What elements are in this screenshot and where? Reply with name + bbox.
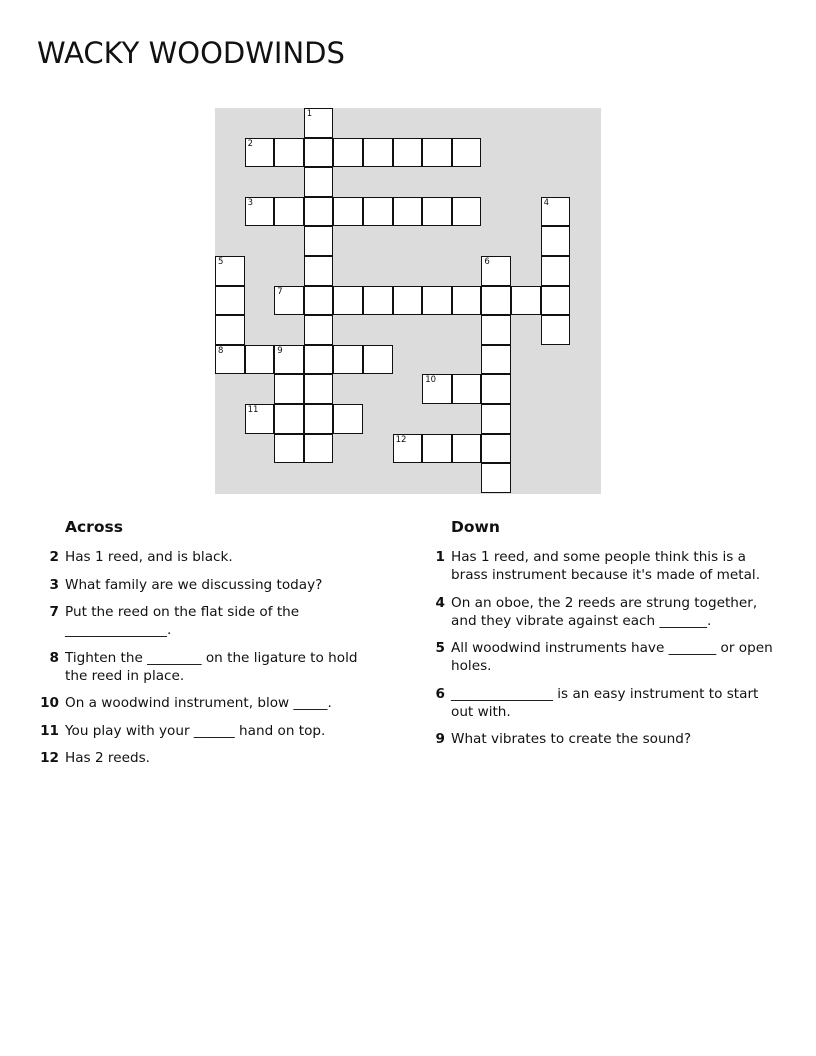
grid-cell[interactable] [363, 286, 393, 316]
grid-cell[interactable] [274, 197, 304, 227]
clue-text: You play with your ______ hand on top. [65, 722, 326, 739]
clue-text: On an oboe, the 2 reeds are strung together, and they vibrate against each _______. [451, 594, 758, 629]
grid-cell[interactable] [452, 286, 482, 316]
clue-item [424, 594, 780, 630]
cell-number: 1 [306, 109, 313, 119]
grid-cell[interactable] [215, 315, 245, 345]
grid-cell[interactable] [541, 226, 571, 256]
cell-number: 5 [218, 257, 224, 267]
grid-cell[interactable] [363, 138, 393, 168]
grid-cell[interactable] [245, 404, 275, 434]
page-title: WACKY WOODWINDS [37, 36, 345, 70]
cell-number: 12 [395, 434, 407, 445]
cell-number: 7 [277, 286, 283, 297]
down-heading: Down [451, 518, 500, 536]
grid-cell[interactable] [304, 226, 334, 256]
clue-number: 6 [435, 685, 445, 702]
clue-text: Tighten the ________ on the ligature to hold the reed in place. [65, 649, 358, 684]
grid-cell[interactable] [481, 345, 511, 375]
grid-cell[interactable] [511, 286, 541, 316]
grid-cell[interactable] [304, 108, 334, 138]
grid-cell[interactable] [481, 463, 511, 493]
clue-item [38, 722, 378, 740]
clue-number: 7 [49, 604, 59, 620]
grid-cell[interactable] [304, 434, 334, 464]
grid-cell[interactable] [274, 286, 304, 316]
grid-cell[interactable] [452, 434, 482, 464]
grid-cell[interactable] [304, 374, 334, 404]
grid-cell[interactable] [422, 138, 452, 168]
grid-cell[interactable] [422, 434, 452, 464]
clue-text: Has 1 reed, and some people think this is a brass instrument because it's made of metal. [451, 549, 761, 583]
cell-number: 2 [247, 138, 254, 149]
grid-cell[interactable] [452, 138, 482, 168]
grid-cell[interactable] [363, 345, 393, 375]
grid-cell[interactable] [452, 374, 482, 404]
grid-cell[interactable] [541, 315, 571, 345]
grid-cell[interactable] [481, 315, 511, 345]
clue-item [424, 685, 780, 721]
grid-cell[interactable] [481, 286, 511, 316]
clue-number: 4 [435, 594, 445, 611]
grid-cell[interactable] [304, 167, 334, 197]
clue-number: 9 [435, 731, 445, 747]
grid-cell[interactable] [422, 374, 452, 404]
clue-text: Has 1 reed, and is black. [65, 549, 233, 565]
clue-item [38, 749, 378, 767]
grid-cell[interactable] [304, 138, 334, 168]
clue-number: 10 [40, 695, 59, 711]
grid-cell[interactable] [333, 286, 363, 316]
clue-text: Has 2 reeds. [65, 750, 150, 766]
cell-number: 9 [277, 345, 283, 356]
clue-text: _______________ is an easy instrument to start out with. [451, 685, 759, 720]
grid-cell[interactable] [422, 197, 452, 227]
clue-item [38, 694, 378, 712]
grid-cell[interactable] [422, 286, 452, 316]
grid-cell[interactable] [215, 345, 245, 375]
clue-number: 12 [40, 750, 59, 766]
grid-cell[interactable] [393, 286, 423, 316]
down-clues [424, 518, 780, 758]
clue-number: 11 [40, 722, 59, 739]
grid-cell[interactable] [393, 197, 423, 227]
grid-cell[interactable] [481, 434, 511, 464]
cell-number: 8 [218, 345, 224, 356]
grid-cell[interactable] [452, 197, 482, 227]
clue-text: On a woodwind instrument, blow _____. [65, 695, 332, 711]
across-clues [38, 518, 378, 777]
cell-number: 11 [247, 405, 259, 415]
grid-cell[interactable] [304, 197, 334, 227]
cell-number: 6 [484, 257, 490, 267]
grid-cell[interactable] [541, 197, 571, 227]
clue-item [424, 730, 780, 748]
clue-item [38, 548, 378, 566]
clue-number: 3 [49, 576, 59, 593]
grid-cell[interactable] [274, 404, 304, 434]
cell-number: 10 [425, 375, 437, 386]
grid-cell[interactable] [274, 434, 304, 464]
clue-number: 2 [49, 549, 59, 565]
grid-cell[interactable] [304, 315, 334, 345]
grid-cell[interactable] [481, 404, 511, 434]
clue-number: 8 [49, 649, 59, 666]
grid-cell[interactable] [393, 138, 423, 168]
grid-cell[interactable] [304, 256, 334, 286]
clue-number: 5 [435, 640, 445, 656]
grid-cell[interactable] [274, 345, 304, 375]
grid-cell[interactable] [215, 286, 245, 316]
clue-text: Put the reed on the flat side of the _______________. [65, 604, 300, 638]
cell-number: 3 [247, 197, 254, 208]
grid-cell[interactable] [541, 256, 571, 286]
clue-text: What vibrates to create the sound? [451, 731, 692, 747]
grid-cell[interactable] [481, 256, 511, 286]
clue-item [424, 639, 780, 675]
grid-cell[interactable] [245, 345, 275, 375]
clue-text: All woodwind instruments have _______ or open holes. [451, 640, 773, 674]
grid-cell[interactable] [363, 197, 393, 227]
across-heading: Across [65, 518, 123, 536]
grid-cell[interactable] [304, 286, 334, 316]
grid-cell[interactable] [333, 138, 363, 168]
grid-cell[interactable] [333, 345, 363, 375]
grid-cell[interactable] [245, 197, 275, 227]
grid-cell[interactable] [481, 374, 511, 404]
clue-number: 1 [435, 549, 445, 565]
grid-cell[interactable] [215, 256, 245, 286]
cell-number: 4 [543, 197, 550, 208]
clue-item [38, 603, 378, 639]
grid-cell[interactable] [245, 138, 275, 168]
clue-text: What family are we discussing today? [65, 576, 323, 593]
grid-cell[interactable] [304, 345, 334, 375]
crossword-grid [215, 108, 601, 494]
grid-cell[interactable] [393, 434, 423, 464]
grid-cell[interactable] [333, 197, 363, 227]
grid-cell[interactable] [333, 404, 363, 434]
grid-cell[interactable] [274, 138, 304, 168]
grid-cell[interactable] [274, 374, 304, 404]
clue-item [424, 548, 780, 584]
grid-cell[interactable] [304, 404, 334, 434]
grid-cell[interactable] [541, 286, 571, 316]
clue-item [38, 649, 378, 685]
clue-item [38, 576, 378, 594]
